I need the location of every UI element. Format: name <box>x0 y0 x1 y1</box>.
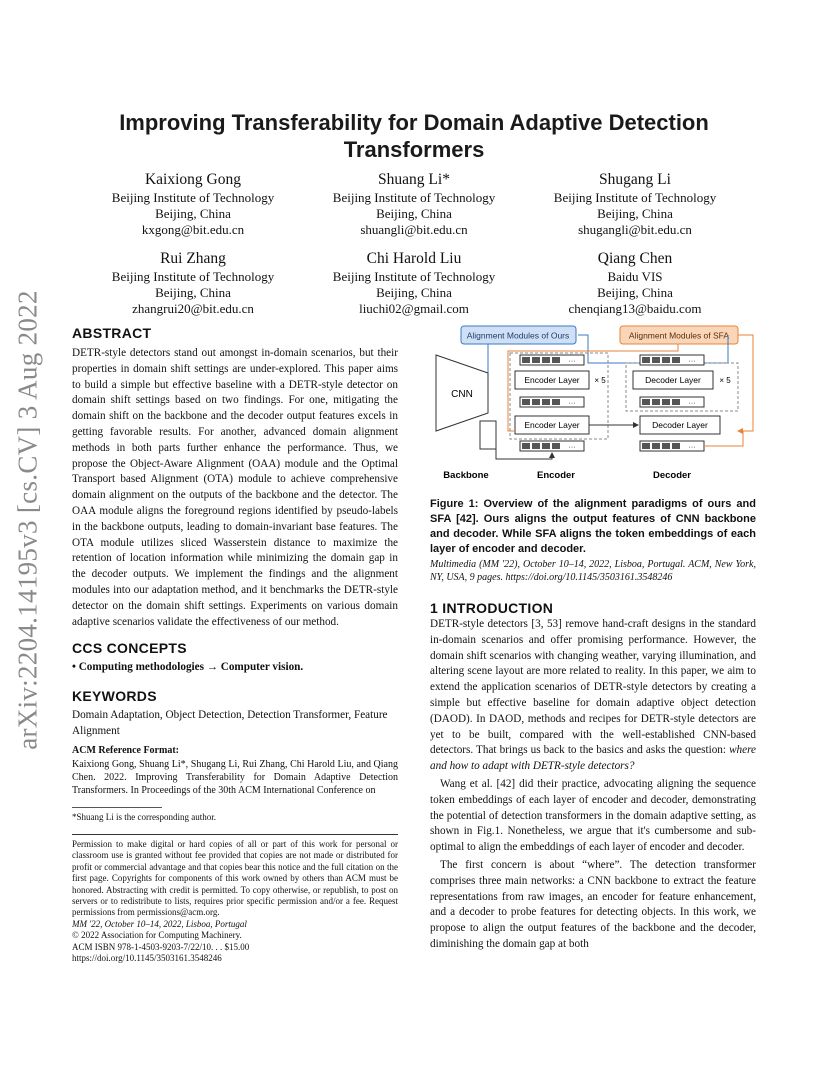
author-block <box>299 170 529 238</box>
corresponding-footnote: *Shuang Li is the corresponding author. <box>72 812 216 822</box>
keywords-text: Domain Adaptation, Object Detection, Detection Transformer, Feature Alignment <box>72 709 388 737</box>
encoder-token-row-mid <box>520 397 584 407</box>
svg-text:···: ··· <box>688 358 696 365</box>
decoder-token-row-bottom <box>640 441 704 451</box>
author-affiliation: Beijing Institute of Technology <box>111 190 275 205</box>
author-email: shugangli@bit.edu.cn <box>578 222 692 237</box>
author-email: shuangli@bit.edu.cn <box>360 222 468 237</box>
author-location: Beijing, China <box>155 206 231 221</box>
arxiv-identifier: arXiv:2204.14195v3 [cs.CV] 3 Aug 2022 <box>12 290 43 750</box>
author-affiliation: Baidu VIS <box>607 269 663 284</box>
author-affiliation: Beijing Institute of Technology <box>332 190 496 205</box>
encoder-layer-label: Encoder Layer <box>524 375 580 385</box>
author-name: Rui Zhang <box>160 250 226 267</box>
backbone-feature-box <box>480 421 496 449</box>
author-name: Qiang Chen <box>597 250 673 267</box>
author-location: Beijing, China <box>597 285 673 300</box>
author-affiliation: Beijing Institute of Technology <box>111 269 275 284</box>
decoder-layer-label: Decoder Layer <box>645 375 701 385</box>
author-email: kxgong@bit.edu.cn <box>141 222 245 237</box>
ours-alignment-label: Alignment Modules of Ours <box>466 330 570 341</box>
acm-reference-text: Kaixiong Gong, Shuang Li*, Shugang Li, Rui Zhang, Chi Harold Liu, and Qiang Chen. 2022. Improving Transferability for Domain Adaptive Detection Transformers. In Proceedings of the 30th ACM International Conference on <box>72 759 398 796</box>
svg-text:···: ··· <box>688 400 696 407</box>
svg-text:···: ··· <box>568 400 576 407</box>
footnote-divider <box>72 807 162 808</box>
alignment-figure <box>428 323 758 483</box>
ccs-heading: CCS CONCEPTS <box>72 640 187 656</box>
abstract-paragraph: DETR-style detectors stand out amongst in-domain scenarios, but their properties in domain shift settings are under-explored. This paper aims to build a simple but effective baseline with a DETR-style detector on domain shift settings based on two findings. For one, mitigating the domain shift on the backbone and the decoder output features excels in getting favorable results. For another, advanced domain alignment methods in both parts further enhance the performance. Thus, we propose the Object-Aware Alignment (OAA) module and the Optimal Transport based Alignment (OTA) module to achieve comprehensive domain alignment on the outputs of the backbone and the detector. The OAA module aligns the foreground regions identified by pseudo-labels in the backbone outputs, leading to domain-invariant base features. The OTA module utilizes sliced Wasserstein distance to maximize the retention of location information while minimizing the domain gap in the decoder outputs. We implement the findings and the alignment modules into our adaptation method, and it benchmarks the DETR-style detector on the domain shift settings. Experiments on various domain adaptive scenarios validate the effectiveness of our method. <box>72 347 398 628</box>
author-location: Beijing, China <box>597 206 673 221</box>
acm-reference-heading: ACM Reference Format: <box>72 745 179 756</box>
decoder-repeat-label: × 5 <box>719 376 731 385</box>
author-email: chenqiang13@baidu.com <box>568 301 702 316</box>
ccs-concepts: • Computing methodologies → Computer vision. <box>72 661 304 673</box>
author-block <box>520 170 750 238</box>
isbn-line: ACM ISBN 978-1-4503-9203-7/22/10. . . $15.00 <box>72 941 250 952</box>
introduction-text <box>430 617 756 953</box>
copyright-line: © 2022 Association for Computing Machinery. <box>72 930 242 941</box>
acm-reference-cont-text: Multimedia (MM '22), October 10–14, 2022, Lisboa, Portugal. ACM, New York, NY, USA, 9 pages. https://doi.org/10.1145/3503161.3548246 <box>430 559 756 583</box>
author-email: zhangrui20@bit.edu.cn <box>132 301 254 316</box>
author-block <box>520 249 750 317</box>
author-block <box>299 249 529 317</box>
acm-reference-continuation <box>430 558 756 584</box>
author-location: Beijing, China <box>376 285 452 300</box>
sfa-alignment-label: Alignment Modules of SFA <box>628 330 730 341</box>
encoder-repeat-label: × 5 <box>594 376 606 385</box>
intro-paragraph-3: The first concern is about “where”. The detection transformer comprises three main networks: a CNN backbone to extract the feature representations from raw images, an encoder for feature enhancement, and a decoder to probe features for detecting objects. In this work, we propose to align the output features of the backbone and the decoder, diminishing the domain gap at both <box>430 858 756 950</box>
author-name: Shugang Li <box>599 171 671 188</box>
author-block <box>78 170 308 238</box>
backbone-caption: Backbone <box>443 470 489 481</box>
introduction-heading: 1 INTRODUCTION <box>430 600 554 616</box>
svg-text:···: ··· <box>688 444 696 451</box>
encoder-caption: Encoder <box>536 470 576 481</box>
svg-text:···: ··· <box>568 358 576 365</box>
decoder-token-row-mid <box>640 397 704 407</box>
title-line-2: Transformers <box>343 137 485 162</box>
author-block <box>78 249 308 317</box>
author-location: Beijing, China <box>155 285 231 300</box>
permission-text: Permission to make digital or hard copies of all or part of this work for personal or classroom use is granted without fee provided that copies are not made or distributed for profit or commercial advantage and that copies bear this notice and the full citation on the first page. Copyrights for components of this work owned by others than ACM must be honored. Abstracting with credit is permitted. To copy otherwise, or republish, to post on servers or to redistribute to lists, requires prior specific permission and/or a fee. Request permissions from permissions@acm.org. <box>72 839 398 918</box>
figure-caption: Figure 1: Overview of the alignment paradigms of ours and SFA [42]. Ours aligns the output features of CNN backbone and decoder. While SFA aligns the token embeddings of each layer of encoder and decoder. <box>430 498 756 555</box>
author-affiliation: Beijing Institute of Technology <box>553 190 717 205</box>
intro-paragraph-2: Wang et al. [42] did their practice, advocating aligning the sequence token embeddings of each layer of encoder and decoder, demonstrating the potential of detection transformers in the domain adaptive setting, as shown in Fig.1. Nonetheless, we argue that it's cumbersome and sub-optimal to align the embeddings of each layer of encoder and decoder. <box>430 777 756 854</box>
permission-divider <box>72 834 398 835</box>
author-name: Kaixiong Gong <box>144 171 241 188</box>
author-email: liuchi02@gmail.com <box>359 301 469 316</box>
paper-title <box>60 109 768 163</box>
author-name: Shuang Li* <box>378 171 450 188</box>
encoder-token-row-top <box>520 355 584 365</box>
author-affiliation: Beijing Institute of Technology <box>332 269 496 284</box>
author-name: Chi Harold Liu <box>366 250 462 267</box>
decoder-caption: Decoder <box>652 470 692 481</box>
svg-text:···: ··· <box>568 444 576 451</box>
sfa-alignment-connector <box>738 335 753 431</box>
conference-line: MM '22, October 10–14, 2022, Lisboa, Portugal <box>72 918 247 929</box>
keywords-heading: KEYWORDS <box>72 688 157 704</box>
abstract-text <box>72 346 398 630</box>
decoder-layer-label-bottom: Decoder Layer <box>652 420 708 430</box>
encoder-token-row-bottom <box>520 441 584 451</box>
intro-paragraph-1: DETR-style detectors [3, 53] remove hand-craft designs in the standard in-domain scenarios and offer promising performance. However, the domain shift scenarios with changing weather, varying illumination, and altering scene layout are more related to reality. In this paper, we aim to extend the application scenarios of DETR-style detectors by creating a simple but effective baseline for domain adaptive object detection (DAOD). In DAOD, methods and recipes for DETR-style detectors are yet to be built, compared with the well-established CNN-based detectors. That brings us back to the basics and asks the question: where and how to adapt with DETR-style detectors? <box>430 618 757 773</box>
abstract-heading: ABSTRACT <box>72 325 152 341</box>
encoder-layer-label-bottom: Encoder Layer <box>524 420 580 430</box>
decoder-token-row-top <box>640 355 704 365</box>
permission-block <box>72 839 398 964</box>
doi-line: https://doi.org/10.1145/3503161.3548246 <box>72 953 222 964</box>
title-line-1: Improving Transferability for Domain Adaptive Detection <box>119 110 709 135</box>
author-location: Beijing, China <box>376 206 452 221</box>
cnn-label: CNN <box>451 389 473 400</box>
